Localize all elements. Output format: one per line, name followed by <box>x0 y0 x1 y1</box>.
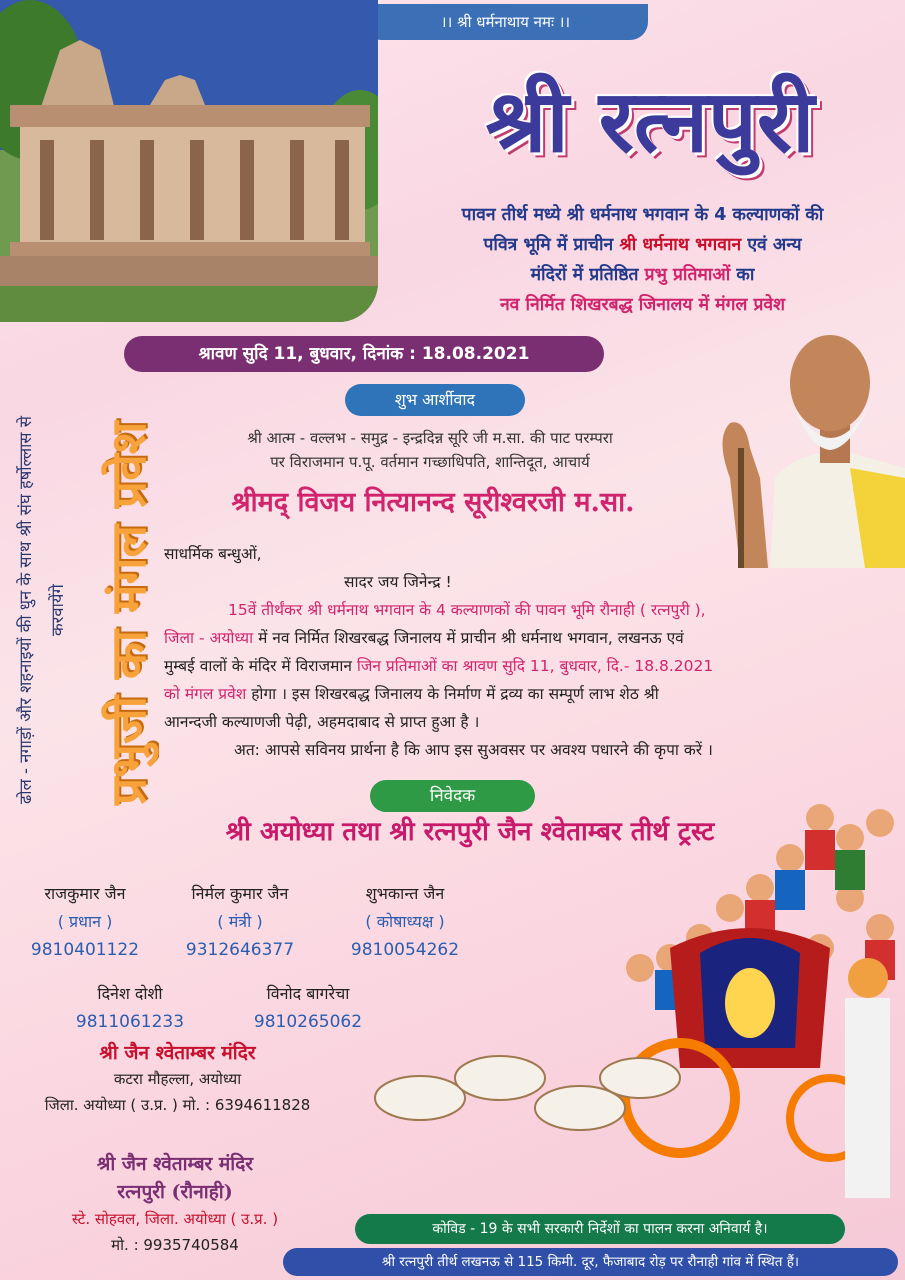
member-5: विनोद बागरेचा 9810265062 <box>228 980 388 1036</box>
letter-greeting: साधर्मिक बन्धुओं, <box>164 545 262 563</box>
member-1: राजकुमार जैन ( प्रधान ) 9810401122 <box>10 880 160 964</box>
blessing-line-2: पर विराजमान प.पू. वर्तमान गच्छाधिपति, शान्तिदूत, आचार्य <box>270 453 590 471</box>
acharya-name: श्रीमद् विजय नित्यानन्द सूरीश्वरजी म.सा. <box>231 487 635 518</box>
address-ayodhya-line-2: जिला. अयोध्या ( उ.प्र. ) मो. : 6394611828 <box>44 1096 311 1114</box>
letter-line-1: 15वें तीर्थंकर श्री धर्मनाथ भगवान के 4 कल्याणकों की पावन भूमि रौनाही ( रत्नपुरी ), <box>228 601 706 619</box>
chariot-illustration <box>350 778 905 1218</box>
side-vertical-text: ढोल - नगाड़ों और शहनाइयों की धुन के साथ श्री संघ हर्षोल्लास से करवायेंगे <box>16 416 67 804</box>
member-3: शुभकान्त जैन ( कोषाध्यक्ष ) 9810054262 <box>330 880 480 964</box>
intro-line-1: पावन तीर्थ मध्ये श्री धर्मनाथ भगवान के 4 कल्याणकों की <box>461 205 824 225</box>
intro-line-3: मंदिरों में प्रतिष्ठित प्रभु प्रतिमाओं का <box>530 265 755 285</box>
intro-line-2: पवित्र भूमि में प्राचीन श्री धर्मनाथ भगवान एवं अन्य <box>483 235 802 255</box>
acharya-photo <box>700 328 905 568</box>
mantra-banner: ।। श्री धर्मनाथाय नमः ।। <box>363 4 648 40</box>
address-ratnapuri-heading-2: रत्नपुरी (रौनाही) <box>117 1181 233 1203</box>
address-ratnapuri-line-1: स्टे. सोहवल, जिला. अयोध्या ( उ.प्र. ) <box>71 1210 279 1228</box>
member-2: निर्मल कुमार जैन ( मंत्री ) 9312646377 <box>160 880 320 964</box>
temple-photo <box>0 0 378 322</box>
address-ayodhya-line-1: कटरा मौहल्ला, अयोध्या <box>113 1070 242 1088</box>
address-ayodhya <box>0 1040 355 1118</box>
address-ratnapuri <box>20 1150 330 1258</box>
intro-text <box>385 200 900 320</box>
letter-salutation: सादर जय जिनेन्द्र ! <box>344 573 452 591</box>
letter-line-5: आनन्दजी कल्याणजी पेढ़ी, अहमदाबाद से प्राप्त हुआ है । <box>164 713 480 731</box>
invitation-letter <box>164 540 896 764</box>
member-1-phone[interactable]: 9810401122 <box>30 940 140 960</box>
address-ratnapuri-phone[interactable]: मो. : 9935740584 <box>111 1236 239 1254</box>
address-ratnapuri-heading-1: श्री जैन श्वेताम्बर मंदिर <box>96 1153 254 1175</box>
side-vertical-heading: प्रभुजी का मंगल प्रवेश <box>101 421 157 805</box>
member-5-phone[interactable]: 9810265062 <box>253 1012 363 1032</box>
covid-notice: कोविड - 19 के सभी सरकारी निर्देशों का पालन करना अनिवार्य है। <box>355 1214 845 1244</box>
blessing-line-1: श्री आत्म - वल्लभ - समुद्र - इन्द्रदिन्न सूरि जी म.सा. की पाट परम्परा <box>247 429 613 447</box>
page-title: श्री रत्नपुरी <box>485 71 815 172</box>
nivedak-label: निवेदक <box>370 780 535 812</box>
letter-line-4: को मंगल प्रवेश होगा । इस शिखरबद्ध जिनालय के निर्माण में द्रव्य का सम्पूर्ण लाभ शेठ श्री <box>164 685 659 703</box>
member-4-phone[interactable]: 9811061233 <box>75 1012 185 1032</box>
address-ayodhya-heading: श्री जैन श्वेताम्बर मंदिर <box>99 1042 256 1064</box>
letter-line-3: मुम्बई वालों के मंदिर में विराजमान जिन प्रतिमाओं का श्रावण सुदि 11, बुधवार, दि.- 18.8.2021 <box>164 657 714 675</box>
blessing-label: शुभ आर्शीवाद <box>345 384 525 416</box>
member-3-phone[interactable]: 9810054262 <box>350 940 460 960</box>
blessing-lines <box>160 426 700 474</box>
date-banner: श्रावण सुदि 11, बुधवार, दिनांक : 18.08.2021 <box>124 336 604 372</box>
letter-line-2: जिला - अयोध्या में नव निर्मित शिखरबद्ध जिनालय में प्राचीन श्री धर्मनाथ भगवान, लखनऊ एवं <box>164 629 684 647</box>
member-2-phone[interactable]: 9312646377 <box>185 940 295 960</box>
member-4: दिनेश दोशी 9811061233 <box>50 980 210 1036</box>
letter-line-6: अत: आपसे सविनय प्रार्थना है कि आप इस सुअवसर पर अवश्य पधारने की कृपा करें । <box>234 741 713 759</box>
trust-name: श्री अयोध्या तथा श्री रत्नपुरी जैन श्वेताम्बर तीर्थ ट्रस्ट <box>225 817 715 847</box>
location-notice: श्री रत्नपुरी तीर्थ लखनऊ से 115 किमी. दूर, फैजाबाद रोड़ पर रौनाही गांव में स्थित हैं। <box>283 1248 898 1276</box>
intro-line-4: नव निर्मित शिखरबद्ध जिनालय में मंगल प्रवेश <box>499 295 786 315</box>
